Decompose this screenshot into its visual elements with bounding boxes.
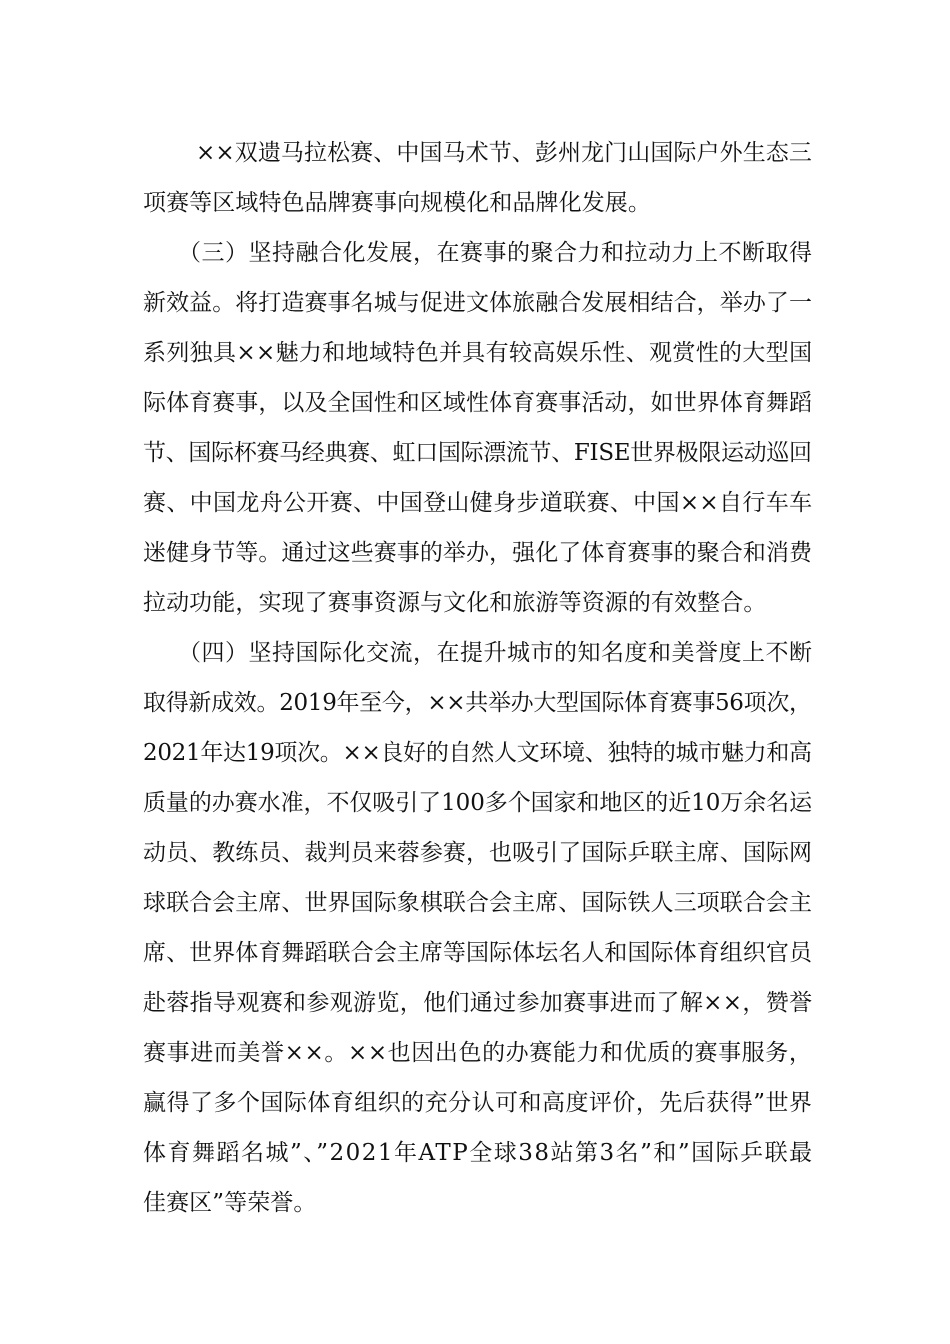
line-text: 赢得了多个国际体育组织的充分认可和高度评价，先后获得”世界 xyxy=(143,1090,813,1116)
text-line xyxy=(0,127,950,179)
text-line xyxy=(0,927,950,979)
line-text: 佳赛区”等荣誉。 xyxy=(143,1190,317,1216)
text-line xyxy=(0,227,950,279)
line-text: 体育舞蹈名城”、”2021年ATP全球38站第3名”和”国际乒联最 xyxy=(143,1140,814,1166)
text-line xyxy=(0,877,950,929)
text-line xyxy=(0,827,950,879)
text-line xyxy=(0,427,950,479)
line-text: 节、国际杯赛马经典赛、虹口国际漂流节、FISE世界极限运动巡回 xyxy=(143,440,812,466)
text-line xyxy=(0,677,950,729)
line-text: 赴蓉指导观赛和参观游览，他们通过参加赛事进而了解××，赞誉 xyxy=(143,990,813,1016)
text-line xyxy=(0,377,950,429)
text-line xyxy=(0,1027,950,1079)
text-line xyxy=(0,777,950,829)
line-text: 迷健身节等。通过这些赛事的举办，强化了体育赛事的聚合和消费 xyxy=(143,540,813,566)
line-text: 项赛等区域特色品牌赛事向规模化和品牌化发展。 xyxy=(143,190,651,216)
line-text: 新效益。将打造赛事名城与促进文体旅融合发展相结合，举办了一 xyxy=(143,290,813,316)
line-text: 取得新成效。2019年至今，××共举办大型国际体育赛事56项次， xyxy=(143,690,812,716)
text-line xyxy=(0,727,950,779)
line-text: 动员、教练员、裁判员来蓉参赛，也吸引了国际乒联主席、国际网 xyxy=(143,840,813,866)
text-line xyxy=(0,527,950,579)
text-line xyxy=(0,977,950,1029)
text-line xyxy=(0,277,950,329)
line-text: 质量的办赛水准，不仅吸引了100多个国家和地区的近10万余名运 xyxy=(143,790,812,816)
text-line xyxy=(0,177,950,229)
line-text: 系列独具××魅力和地域特色并具有较高娱乐性、观赏性的大型国 xyxy=(143,340,813,366)
text-line xyxy=(0,1177,950,1229)
text-line xyxy=(0,627,950,679)
line-text: 席、世界体育舞蹈联合会主席等国际体坛名人和国际体育组织官员 xyxy=(143,940,813,966)
text-line xyxy=(0,477,950,529)
line-text: 赛事进而美誉××。××也因出色的办赛能力和优质的赛事服务， xyxy=(143,1040,813,1066)
text-line xyxy=(0,1127,950,1179)
line-text: 赛、中国龙舟公开赛、中国登山健身步道联赛、中国××自行车车 xyxy=(143,490,813,516)
line-text: ××双遗马拉松赛、中国马术节、彭州龙门山国际户外生态三 xyxy=(196,140,812,166)
line-text: 球联合会主席、世界国际象棋联合会主席、国际铁人三项联合会主 xyxy=(143,890,813,916)
line-text: 拉动功能，实现了赛事资源与文化和旅游等资源的有效整合。 xyxy=(143,590,767,616)
line-text: 2021年达19项次。××良好的自然人文环境、独特的城市魅力和高 xyxy=(143,740,812,766)
line-text: 际体育赛事，以及全国性和区域性体育赛事活动，如世界体育舞蹈 xyxy=(143,390,813,416)
line-text: （四）坚持国际化交流，在提升城市的知名度和美誉度上不断 xyxy=(178,640,813,666)
text-line xyxy=(0,1077,950,1129)
text-line xyxy=(0,327,950,379)
line-text: （三）坚持融合化发展，在赛事的聚合力和拉动力上不断取得 xyxy=(178,240,813,266)
text-line xyxy=(0,577,950,629)
